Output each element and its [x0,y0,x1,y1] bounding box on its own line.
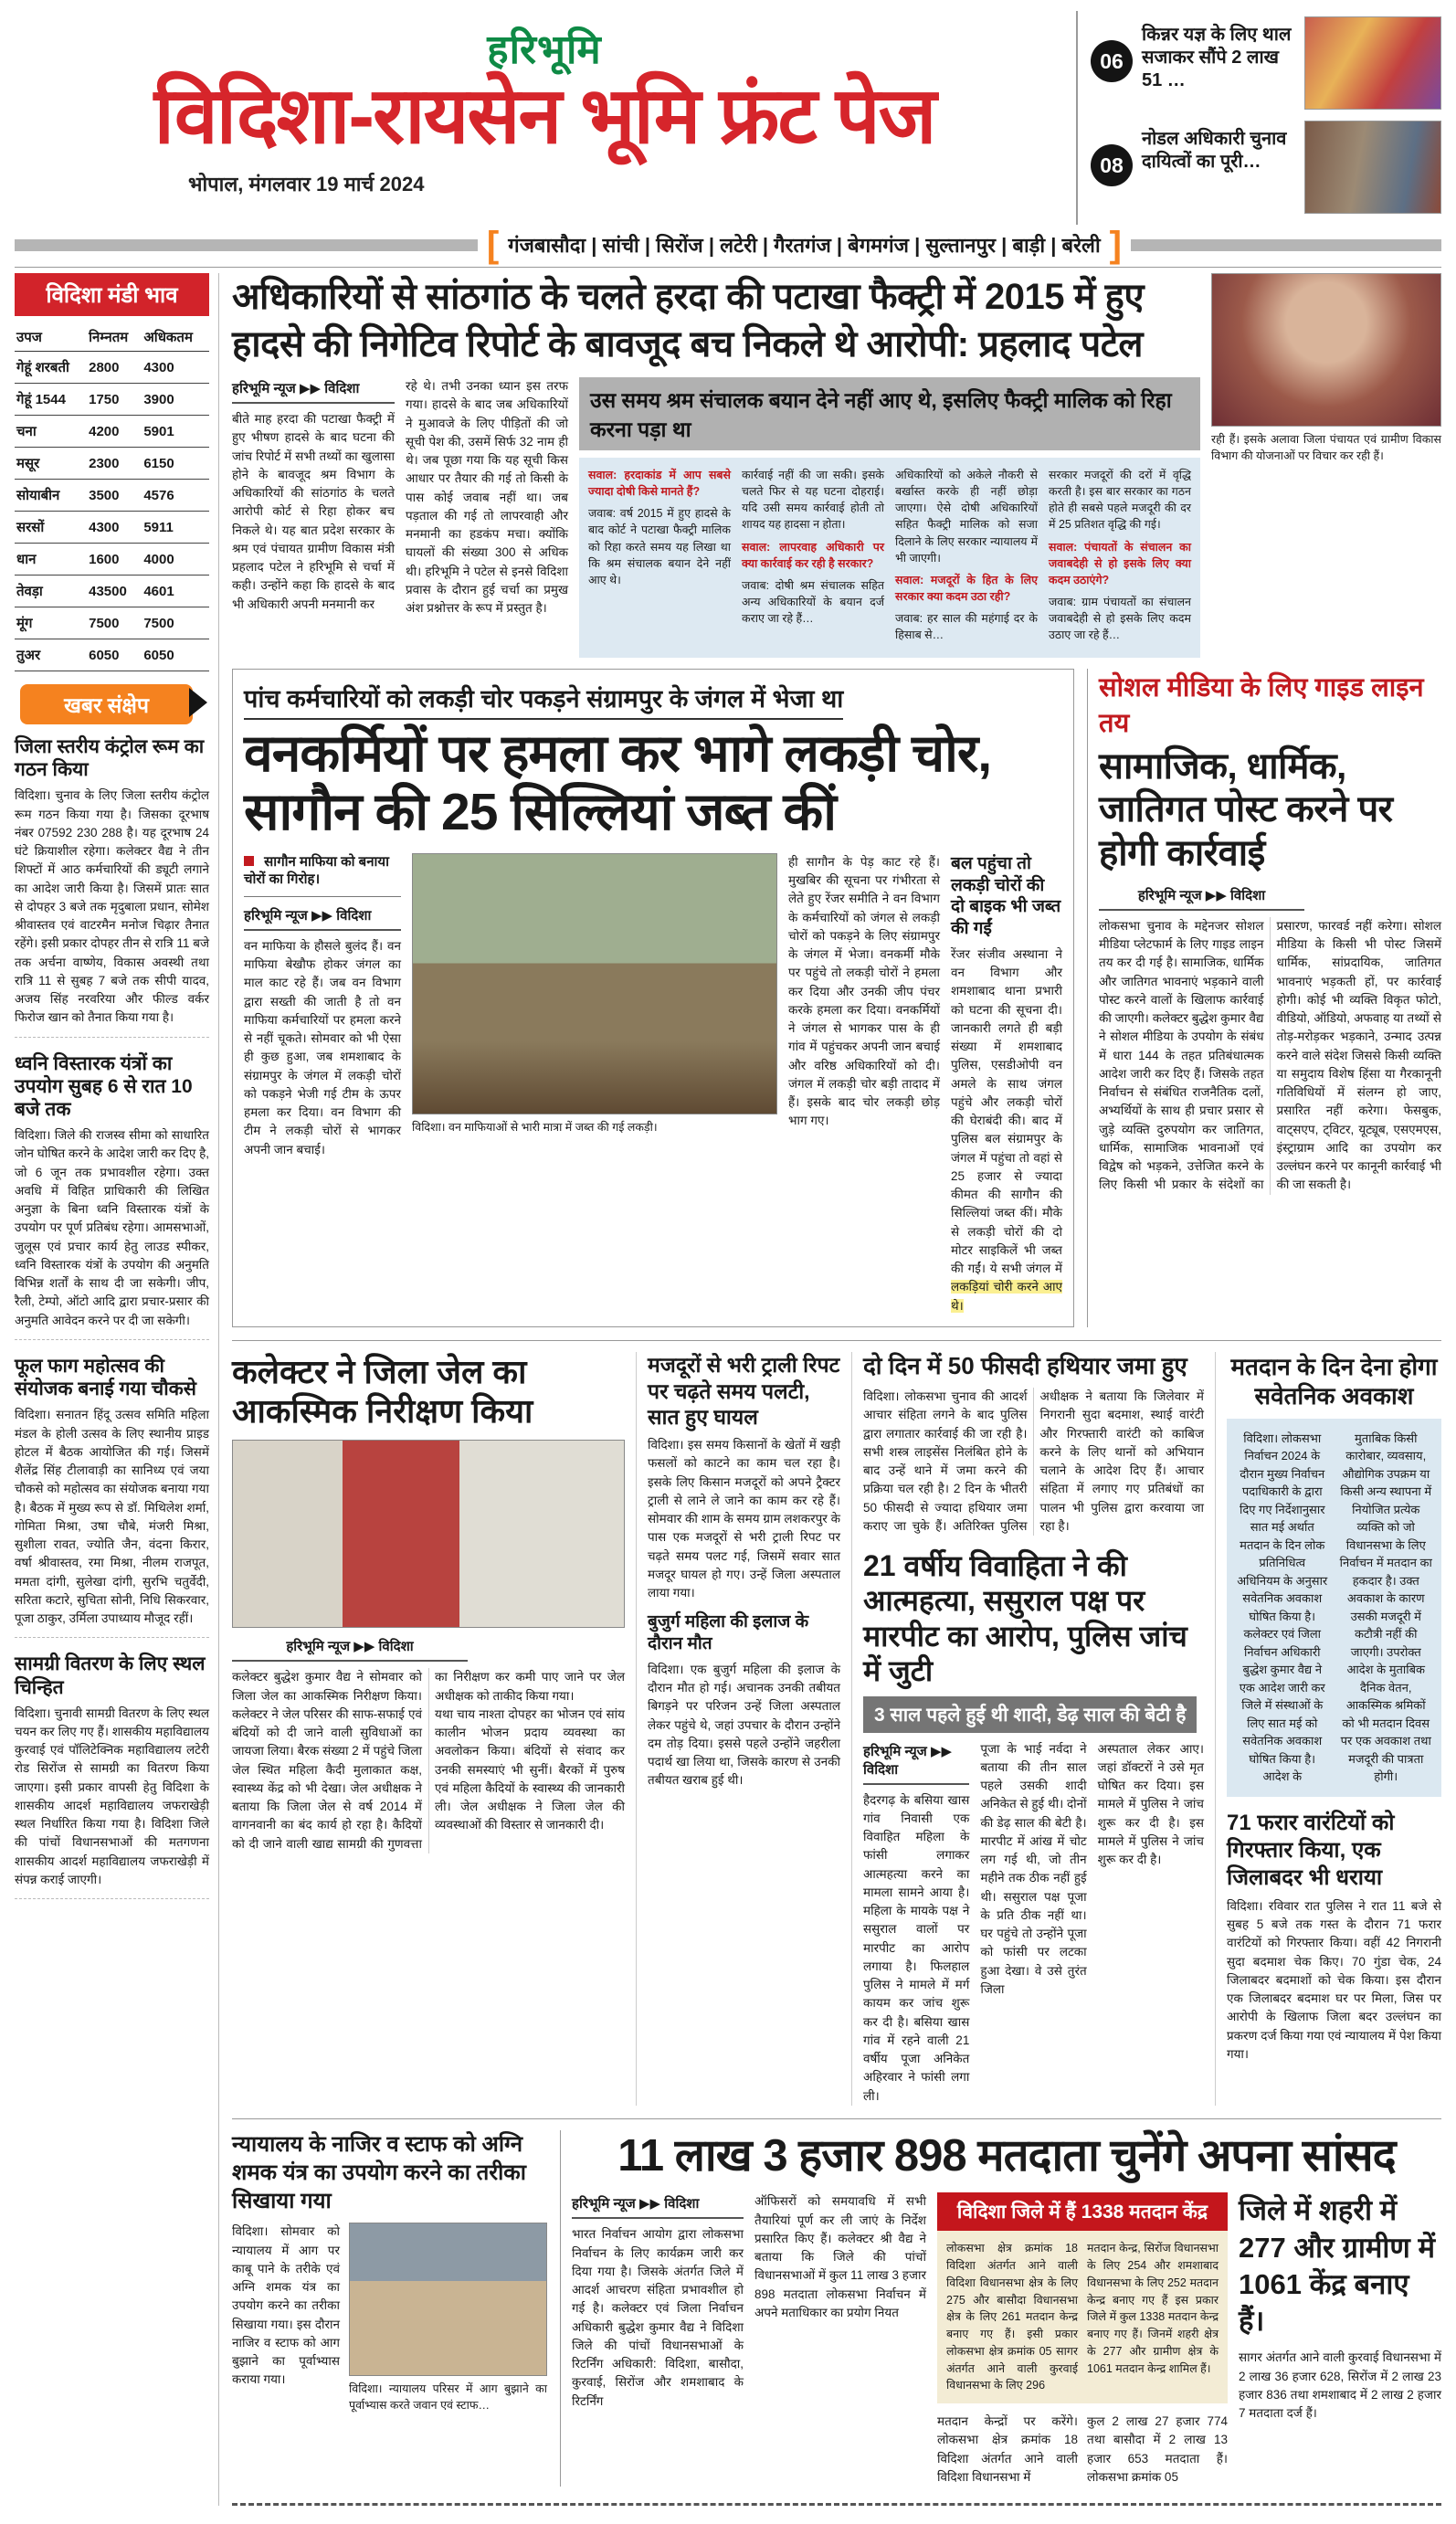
table-row: सरसों 4300 5911 [15,512,209,544]
table-row: सोयाबीन 3500 4576 [15,480,209,512]
fire-body: विदिशा। सोमवार को न्यायालय में आग पर काबू पाने के तरीके एवं अग्नि शमक यंत्र का उपयोग करने का तरीका सिखाया गया। इस दौरान नाजिर व स्टाफ को आग बुझाने का पूर्वाभ्यास कराया गया। [232,2224,340,2387]
red-square-icon [244,856,254,866]
page-number-badge: 06 [1091,40,1133,82]
weapons-and-suicide-stories [851,1352,1204,2106]
voters-right-body: सागर अंतर्गत आने वाली कुरवाई विधानसभा में 2 लाख 36 हजार 628, सिरोंज में 2 लाख 23 हजार 836 तथा शमशाबाद में 2 लाख 2 हजार 7 मतदाता दर्ज हैं। [1239,2350,1441,2421]
suicide-body-col2: पूजा के भाई नर्वदा ने बताया की तीन साल पहले उसकी शादी अनिकेत से हुई थी। दोनों की डेढ़ साल की बेटी है। मारपीट में आंख में चोट लग गई थी, जो तीन महीने तक ठीक नहीं हुई थी। ससुराल पक्ष पूजा के प्रति ठीक नहीं था। घर पहुंचे तो उन्होंने पूजा को फांसी पर लटका हुआ देखा। वे उसे तुरंत जिला [980,1741,1087,1996]
question: सवाल: मजदूरों के हित के लिए सरकार क्या कदम उठा रही? [895,573,1038,603]
newspaper-logo: हरिभूमि [487,27,602,72]
holiday-body-col1: विदिशा। लोकसभा निर्वाचन 2024 के दौरान मुख्य निर्वाचन पदाधिकारी के द्वारा दिए गए निर्देशानुसार सात मई अर्थात मतदान के दिन लोक प्रतिनिधित्व अधिनियम के अनुसार सवेतनिक अवकाश घोषित किया है। कलेक्टर एवं जिला निर्वाचन अधिकारी बुद्धेश कुमार वैद्य ने एक आदेश जारी कर जिले में संस्थाओं के लिए सात मई को सवेतनिक अवकाश घोषित किया है। आदेश के [1237,1431,1328,1784]
byline: हरिभूमि न्यूज ▶▶ विदिशा [572,2192,744,2219]
social-headline: सामाजिक, धार्मिक, जातिगत पोस्ट करने पर होगी कार्रवाई [1099,746,1393,873]
news-brief-badge: खबर संक्षेप [20,684,193,724]
highlighted-text: लकड़ियां चोरी करने आए थे। [951,1280,1062,1313]
table-row: मसूर 2300 6150 [15,448,209,480]
mandi-title: विदिशा मंडी भाव [15,273,209,316]
voters-body-col4: कुल 2 लाख 27 हजार 774 तथा बासौदा में 2 लाख 13 हजार 653 मतदाता हैं। लोकसभा क्रमांक 05 [1087,2414,1228,2484]
question: सवाल: हरदाकांड में आप सबसे ज्यादा दोषी किसे मानते हैं? [588,469,731,499]
sidebar-article-phool-fag [15,1355,209,1638]
fire-drill-story [232,2130,547,2487]
collector-headline: कलेक्टर ने जिला जेल का आकस्मिक निरीक्षण किया [232,1352,533,1431]
mandi-table [15,323,209,671]
collector-story [232,1352,625,2106]
story-kicker: पांच कर्मचारियों को लकड़ी चोर पकड़ने संग्रामपुर के जंगल में भेजा था [244,681,843,720]
voters-body-col2: ऑफिसरों को समयावधि में सभी तैयारियां पूर्ण कर ली जाएं के निर्देश प्रसारित किए हैं। कलेक्टर श्री वैद्य ने बताया कि जिले की पांचों विधानसभाओं में कुल 11 लाख 3 हजार 898 मतदाता लोकसभा निर्वाचन में अपने मताधिकार का प्रयोग नियत [754,2194,926,2319]
box-body-col2: मतदान केन्द्र, सिरोंज विधानसभा के लिए 254 और शमशाबाद विधानसभा के लिए 252 मतदान केन्द्र बनाए गए हैं इस प्रकार जिले में कुल 1338 मतदान केन्द्र बनाए गए हैं। जिनमें शहरी क्षेत्र के 277 और ग्रामीण क्षेत्र के 1061 मतदान केन्द्र शामिल हैं। [1087,2242,1219,2375]
polling-stations-box-area [937,2192,1228,2487]
table-row: चना 4200 5901 [15,416,209,448]
masthead-titles [15,11,1074,197]
col-header-min: निम्नतम [87,323,142,352]
wood-body-col1: वन माफिया के हौसले बुलंद हैं। वन माफिया बेखौफ होकर जंगल का माल काट रहे हैं। जब वन विभाग द्वारा सख्ती की जाती है तो वन माफिया कर्मचारियों पर हमला करने से नहीं चूकते। सोमवार को भी ऐसा ही कुछ हुआ, जब शमशाबाद के संग्रामपुर के जंगल में लकड़ी चोरों को पकड़ने भेजी गई टीम के ऊपर हमला कर दिया। वन विभाग की टीम ने लकड़ी चोरों से भागकर अपनी जान बचाई। [244,938,401,1156]
col-header-crop: उपज [15,323,87,352]
trolley-story [636,1352,840,2106]
bracket-left-icon: [ [486,225,500,265]
holiday-story [1227,1352,1441,1797]
answer: जवाब: हर साल की महंगाई दर के हिसाब से… [895,612,1038,642]
voters-body-col1: भारत निर्वाचन आयोग द्वारा लोकसभा निर्वाचन के लिए कार्यक्रम जारी कर दिया गया है। जिसके अंतर्गत जिले में आदर्श आचरण संहिता प्रभावशील हो गई है। कलेक्टर एवं जिला निर्वाचन अधिकारी बुद्धेश कुमार वैद्य ने विदिशा जिले की पांचों विधानसभाओं के रिटर्निंग अधिकारी: विदिशा, बासौदा, कुरवाई, सिरोंज और शमशाबाद के रिटर्निंग [572,2227,744,2408]
col-header-max: अधिकतम [142,323,209,352]
lead-headline: अधिकारियों से सांठगांठ के चलते हरदा की पटाखा फैक्ट्री में 2015 में हुए हादसे की निगेटिव रिपोर्ट के बावजूद बच निकले थे आरोपी: प्रहलाद पटेल [232,277,1145,364]
urban-rural-fact: जिले में शहरी में 277 और ग्रामीण में 1061 केंद्र बनाए हैं। [1239,2194,1435,2338]
suicide-subhead-box: 3 साल पहले हुई थी शादी, डेढ़ साल की बेटी है [863,1696,1197,1733]
question: सवाल: लापरवाह अधिकारी पर क्या कार्रवाई कर रही है सरकार? [742,540,884,570]
wood-headline: वनकर्मियों पर हमला कर भागे लकड़ी चोर, सागौन की 25 सिल्लियां जब्त कीं [244,724,992,842]
byline: हरिभूमि न्यूज ▶▶ विदिशा [232,377,395,404]
horizontal-rule [15,267,1441,268]
suicide-body-col3: अस्पताल लेकर आए। जहां डॉक्टरों ने उसे मृत घोषित कर दिया। इस मामले में पुलिस ने जांच शुरू कर दी है। इस मामले में पुलिस ने जांच शुरू कर दी है। [1097,1741,1204,1867]
collector-body-col2: यथा चाय नाश्ता दोपहर का भोजन एवं सांय कालीन भोजन प्रदाय व्यवस्था का अवलोकन किया। बंदियों से संवाद कर उनकी समस्याएं भी सुनीं। बैरकों में पुरुष एवं महिला कैदियों के स्वास्थ्य की जानकारी ली। जेल अधीक्षक ने जिला जेल की व्यवस्थाओं की विस्तार से जानकारी दी। [435,1706,625,1832]
holiday-text-box [1227,1419,1441,1797]
qa-box [579,458,1200,658]
voters-headline: 11 लाख 3 हजार 898 मतदाता चुनेंगे अपना सांसद [617,2130,1396,2181]
table-row: तुअर 6050 6050 [15,639,209,671]
interview-subhead: उस समय श्रम संचालक बयान देने नहीं आए थे, इसलिए फैक्ट्री मालिक को रिहा करना पड़ा था [579,377,1200,450]
suicide-body-col1: हैदरगढ़ के बसिया खास गांव निवासी एक विवाहित महिला के फांसी लगाकर आत्महत्या करने का मामला सामने आया है। महिला के मायके पक्ष ने ससुराल वालों पर मारपीट का आरोप लगाया है। फिलहाल पुलिस ने मामले में मर्ग कायम कर जांच शुरू कर दी है। बसिया खास गांव में रहने वाली 21 वर्षीय पूजा अनिकेत अहिरवार ने फांसी लगा ली। [863,1792,970,2103]
left-sidebar [15,273,219,2506]
photo-fire-drill [349,2223,547,2376]
suicide-story [863,1548,1204,2106]
photo-prahlad-patel [1211,273,1441,427]
divider-bar-right [1131,239,1441,251]
article-body: विदिशा। सनातन हिंदू उत्सव समिति महिला मंडल के होली उत्सव के लिए स्थानीय प्राइड होटल में बैठक आयोजित की गई। जिसमें शैलेंद्र सिंह टीलावाड़ी का सानिध्य एवं जया चौकसे को महोत्सव का संयोजक बनाया गया है। बैठक में मुख्य रूप से डॉ. मिथिलेश शर्मा, गोमिता मिश्रा, उषा चौबे, मंजरी मिश्रा, सुशीला रावत, ज्योति जैन, वंदना किरार, वर्षा श्रीवास्तव, रमा मिश्रा, नीलम राजपूत, ममता दांगी, सुलेखा दांगी, सुरभि चतुर्वेदी, सरिता कटारे, सुचिता सोनी, निधि सिकरवार, पूजा ठाकुर, उर्मिला उपाध्याय मौजूद रहीं। [15,1408,209,1626]
qa-column [1049,467,1191,649]
voters-body-col3: मतदान केन्द्रों पर करेंगे। लोकसभा क्षेत्र क्रमांक 18 विदिशा अंतर्गत आने वाली विदिशा विधानसभा में [937,2414,1078,2484]
sidebar-article-control-room [15,735,209,1038]
warrants-headline: 71 फरार वारंटियों को गिरफ्तार किया, एक जिलाबदर भी धराया [1227,1810,1395,1890]
sidebar-article-loudspeaker [15,1052,209,1340]
byline: हरिभूमि न्यूज ▶▶ विदिशा [244,904,401,931]
substory-body: विदिशा। एक बुजुर्ग महिला की इलाज के दौरान मौत हो गई। अचानक उनकी तबीयत बिगड़ने पर परिजन उन्हें जिला अस्पताल लेकर पहुंचे थे, जहां उपचार के दौरान उन्होंने दम तोड़ दिया। इससे पहले उन्होंने जहरीला पदार्थ खा लिया था, जिसके कारण से उनकी तबीयत खराब हुई थी। [648,1662,840,1788]
photo-caption: रही हैं। इसके अलावा जिला पंचायत एवं ग्रामीण विकास विभाग की योजनाओं पर विचार कर रही हैं। [1211,433,1441,462]
social-body: लोकसभा चुनाव के मद्देनजर सोशल मीडिया प्लेटफार्म के लिए गाइड लाइन तय कर दी गई है। सामाजिक, धार्मिक और जातिगत भावनाएं भड़काने वाली पोस्ट करने वालों के खिलाफ कार्रवाई की जाएगी। कलेक्टर बुद्धेश कुमार वैद्य ने सोशल मीडिया के उपयोग के संबंध में धारा 144 के तहत प्रतिबंधात्मक आदेश जारी कर दिए हैं। जिसके तहत निर्वाचन से संबंधित राजनैतिक दलों, अभ्यर्थियों के साथ ही प्रचार प्रसार से जुड़े व्यक्ति दुरुपयोग कर जातिगत, धार्मिक, सामाजिक भावनाओं एवं विद्वेष को भड़कने, उत्तेजित करने के लिए किसी भी प्रकार के संदेशों का प्रसारण, फारवर्ड नहीं करेगा। सोशल मीडिया के किसी भी पोस्ट जिसमें धार्मिक, सांप्रदायिक, जातिगत भावनाएं भड़कती हों, पर कार्रवाई होगी। कोई भी व्यक्ति विकृत फोटो, वीडियो, ऑडियो, अफवाह या तथ्यों से तोड़-मरोड़कर भड़काने, उन्माद उत्पन्न करने वाले संदेश जिससे किसी व्यक्ति या समुदाय विशेष हिंसा या गैरकानूनी गतिविधियों में संलग्न हो जाए, प्रसारित नहीं करेगा। फेसबुक, वाट्सएप, ट्विटर, यूट्यूब, एसएमएस, इंस्ट्राग्राम आदि का उपयोग कर उल्लंघन करने पर कानूनी कार्रवाई भी की जा सकती है। [1099,918,1441,1192]
bullet-point: सागौन माफिया को बनाया चोरों का गिरोह। [244,853,401,897]
article-title: सामग्री वितरण के लिए स्थल चिन्हित [15,1653,206,1698]
qa-column [742,467,884,649]
bottom-divider [232,2503,1441,2506]
page-number-badge: 08 [1091,144,1133,186]
masthead [15,11,1441,225]
answer: जवाब: वर्ष 2015 में हुए हादसे के बाद कोर्ट ने पटाखा फैक्ट्री मालिक को रिहा करते समय यह लिखा था कि श्रम संचालक बयान देने नहीं आए थे। [588,507,731,586]
article-title: जिला स्तरीय कंट्रोल रूम का गठन किया [15,736,205,781]
lead-intro-col2: रहे थे। तभी उनका ध्यान इस तरफ गया। हादसे के बाद जब अधिकारियों ने मुआवजे के लिए पीड़ितों की जो सूची पेश की, उसमें सिर्फ 32 नाम ही थे। जब पूछा गया कि यह सूची किस आधार पर तैयार की गई तो किसी के पास कोई जवाब नहीं था। जब पड़ताल की गई तो लापरवाही और मनमानी का हडकंप मचा। क्योंकि घायलों की संख्या 300 से अधिक थी। हरिभूमि ने पटेल से इनसे विदिशा प्रवास के दौरान हुई चर्चा का प्रमुख अंश प्रश्नोत्तर के रूप में प्रस्तुत है। [406,379,568,615]
main-column [232,273,1441,2506]
social-media-story [1087,669,1441,1327]
answer: कार्रवाई नहीं की जा सकी। इसके चलते फिर से यह घटना दोहराई। यदि उसी समय कार्रवाई होती तो शायद यह हादसा न होता। [742,469,884,532]
badge-fold-icon [189,688,207,717]
brief-item [1091,121,1441,214]
byline: हरिभूमि न्यूज ▶▶ विदिशा [1099,884,1304,911]
qa-column [895,467,1038,649]
holiday-headline: मतदान के दिन देना होगा सवेतनिक अवकाश [1230,1352,1438,1410]
cities-bar [15,225,1441,265]
table-row: मूंग 7500 7500 [15,607,209,639]
weapons-headline: दो दिन में 50 फीसदी हथियार जमा हुए [863,1351,1187,1379]
sidebar-article-material-distribution [15,1653,209,1899]
voters-story [560,2130,1441,2487]
interview-block [579,377,1200,658]
photo-caption: विदिशा। वन माफियाओं से भारी मात्रा में जब्त की गई लकड़ी। [412,1120,658,1134]
collector-body-col1: कलेक्टर बुद्धेश कुमार वैद्य ने सोमवार को जिला जेल का आकस्मिक निरीक्षण किया। कलेक्टर ने जेल परिसर की साफ-सफाई एवं बंदियों को दी जाने वाली सुविधाओं का जायजा लिया। बैरक संख्या 2 में पहुंचे जिला जेल स्थित महिला कैदी मुलाकात कक्ष, स्वास्थ्य केंद्र को भी देखा। जेल अधीक्षक ने बताया कि जिला जेल से वर्ष 2014 में वागनवानी का बंद कार्य हो रहा है। कैदियों को दी जाने वाली खाद्य सामग्री की गुणवत्ता का निरीक्षण कर कमी पाए जाने पर जेल अधीक्षक को ताकीद किया गया। [232,1670,625,1851]
question: सवाल: पंचायतों के संचालन का जवाबदेही से हो इसके लिए क्या कदम उठाएंगे? [1049,540,1191,586]
bracket-right-icon: ] [1109,225,1122,265]
wood-body-col2: ही सागौन के पेड़ काट रहे हैं। मुखबिर की सूचना पर गंभीरता से लेते हुए रेंजर समीति ने वन विभाग के कर्मचारियों को जंगल से लकड़ी चोरों को पकड़ने के लिए संग्रामपुर के जंगल में भेजा। वनकर्मी मौके पर पहुंचे तो लकड़ी चोरों ने हमला कर दिया और उनकी जीप पंचर करके हमला कर दिया। वनकर्मियों ने जंगल से भागकर पास के ही गांव में पहुंचकर अपनी जान बचाई और वरिष्ठ अधिकारियों को दी। जंगल में लकड़ी चोर बड़ी तादाद में हैं। इसके बाद चोर लकड़ी छोड़ भाग गए। [788,854,940,1128]
fire-headline: न्यायालय के नाजिर व स्टाफ को अग्नि शमक यंत्र का उपयोग करने का तरीका सिखाया गया [232,2131,526,2214]
answer: अधिकारियों को अकेले नौकरी से बर्खास्त करके ही नहीं छोड़ा जाएगा। ऐसे दोषी अधिकारियों सहित फैक्ट्री मालिक को सजा दिलाने के लिए सरकार न्यायालय में भी जाएगी। [895,469,1038,565]
photo-jail-inspection [232,1440,625,1628]
substory-headline: बुजुर्ग महिला की इलाज के दौरान मौत [648,1612,809,1654]
lead-story [232,273,1441,658]
warrants-body: विदिशा। रविवार रात पुलिस ने रात 11 बजे से सुबह 5 बजे तक गस्त के दौरान 71 फरार वारंटियों को गिरफ्तार किया। वहीं 42 निगरानी सुदा बदमाश चेक किए। 70 गुंडा चेक, 24 जिलाबदर बदमाशों को चेक किया। इस दौरान एक जिलाबदर बदमाश घर पर मिला, जिस पर आरोपी के खिलाफ जिला बदर उल्लंघन का प्रकरण दर्ज किया गया एवं न्यायालय में पेश किया गया। [1227,1898,1441,2061]
substory-headline: बल पहुंचा तो लकड़ी चोरों की दो बाइक भी जब्त की गईं [951,853,1061,939]
brief-headline: नोडल अधिकारी चुनाव दायित्वों का पूरी… [1142,129,1287,172]
story-kicker: सोशल मीडिया के लिए गाइड लाइन तय [1099,673,1424,739]
wood-body-col3: रेंजर संजीव अस्थाना ने वन विभाग और शमशाबाद थाना प्रभारी को घटना की सूचना दी। जानकारी लगते ही बड़ी संख्या में शमशाबाद पुलिस, एसडीओपी वन अमले के साथ जंगल पहुंचे और लकड़ी चोरों की घेराबंदी की। बाद में पुलिस बल संग्रामपुर के जंगल में पहुंचा तो वहां से 25 हजार से ज्यादा कीमत की सागौन की सिल्लियां जब्त कीं। मौके से लकड़ी चोरों की दो मोटर साइकिलें भी जब्त की गईं। ये सभी जंगल में लकड़ियां चोरी करने आए थे। [951,946,1062,1313]
byline: हरिभूमि न्यूज ▶▶ विदिशा [863,1740,969,1785]
cities-list: गंजबासौदा | सांची | सिरोंज | लटेरी | गैरतगंज | बेगमगंज | सुल्तानपुर | बाड़ी | बरेली [508,234,1101,257]
table-row: गेहूं शरबती 2800 4300 [15,352,209,384]
mandi-rates-box [15,273,209,671]
table-row: धान 1600 4000 [15,544,209,576]
byline: हरिभूमि न्यूज ▶▶ विदिशा [232,1635,468,1662]
page-briefs [1076,11,1441,225]
suicide-headline: 21 वर्षीय विवाहिता ने की आत्महत्या, ससुराल पक्ष पर मारपीट का आरोप, पुलिस जांच में जुटी [863,1549,1187,1688]
trolley-body: विदिशा। इस समय किसानों के खेतों में खड़ी फसलों को काटने का काम चल रहा है। इसके लिए किसान मजदूरों को अपने ट्रैक्टर ट्राली से लाने ले जाने का काम कर रहे हैं। सोमवार की शाम के समय ग्राम लशकरपुर के पास एक मजदूरों से भरी ट्राली रिपट पर चढ़ते समय पलट गई, जिसमें सवार सात मजदूर घायल हो गए। उन्हें जिला अस्पताल लाया गया। [648,1438,840,1600]
wood-theft-story [232,669,1074,1327]
edition-title: विदिशा-रायसेन भूमि फ्रंट पेज [153,72,935,160]
holiday-body-col2: मुताबिक किसी कारोबार, व्यवसाय, औद्योगिक उपक्रम या किसी अन्य स्थापना में नियोजित प्रत्येक व्यक्ति को जो विधानसभा के लिए निर्वाचन में मतदान का हकदार है। उक्त अवकाश के कारण उसकी मजदूरी में कटौत्री नहीं की जाएगी। उपरोक्त आदेश के मुताबिक दैनिक वेतन, आकस्मिक श्रमिकों को भी मतदान दिवस पर एक अवकाश तथा मजदूरी की पात्रता होगी। [1339,1431,1432,1784]
answer: सरकार मजदूरों की दरों में वृद्धि करती है। इस बार सरकार का गठन होते ही सबसे पहले मजदूरी की दर में 25 प्रतिशत वृद्धि की गई। [1049,469,1191,532]
answer: जवाब: दोषी श्रम संचालक सहित अन्य अधिकारियों के बयान दर्ज कराए जा रहे हैं… [742,578,884,625]
trolley-headline: मजदूरों से भरी ट्राली रिपट पर चढ़ते समय पलटी, सात हुए घायल [648,1352,840,1430]
weapons-story [863,1352,1204,1536]
brief-photo-meeting [1304,121,1441,214]
holiday-and-warrants-stories [1215,1352,1441,2106]
brief-photo-yagna [1304,16,1441,110]
box-body-col1: लोकसभा क्षेत्र क्रमांक 18 विदिशा अंतर्गत आने वाली विदिशा विधानसभा क्षेत्र के लिए 275 और बासौदा विधानसभा क्षेत्र के लिए 261 मतदान केन्द्र बनाए गए हैं। इसी प्रकार लोकसभा क्षेत्र क्रमांक 05 सागर अंतर्गत आने वाली कुरवाई विधानसभा के लिए 296 [946,2242,1078,2392]
weapons-body: विदिशा। लोकसभा चुनाव की आदर्श आचार संहिता लगने के बाद पुलिस द्वारा लगातार कार्रवाई की जा रही है। सभी शस्त्र लाइसेंस निलंबित होने के बाद उन्हें थाने में जमा करने की प्रक्रिया चल रही है। 2 दिन के भीतरी 50 फीसदी से ज्यादा हथियार जमा कराए जा चुके हैं। अतिरिक्त पुलिस अधीक्षक ने बताया कि जिलेवार में निगरानी सुदा बदमाश, स्थाई वारंटी और गिरफ्तारी वारंटी को काबिज करने के लिए थानों को अभियान चलाने के आदेश दिए हैं। आचार संहिता में लगाए गए प्रतिबंधों का पालन भी पुलिस द्वारा करवाया जा रहा है। [863,1389,1204,1533]
answer: जवाब: ग्राम पंचायतों का संचालन जवाबदेही से हो इसके लिए कदम उठाए जा रहे हैं… [1049,595,1191,642]
photo-caption: विदिशा। न्यायालय परिसर में आग बुझाने का पूर्वाभ्यास करते जवान एवं स्टाफ… [349,2382,547,2412]
polling-stations-box-title: विदिशा जिले में हैं 1338 मतदान केंद्र [937,2192,1228,2231]
warrants-story [1227,1810,1441,2064]
brief-headline: किन्नर यज्ञ के लिए थाल सजाकर सौंपे 2 लाख 51 … [1142,25,1292,90]
article-body: विदिशा। चुनाव के लिए जिला स्तरीय कंट्रोल रूम गठन किया गया है। जिसका दूरभाष नंबर 07592 230 288 है। यह दूरभाष 24 घंटे क्रियाशील रहेगा। कलेक्टर वैद्य ने तीन शिफ्टों में आठ कर्मचारियों की ड्यूटी लगाने का आदेश जारी किया है। जिसमें प्रातः सात से दोपहर 3 बजे तक मृदुबाला प्रधान, सोमेश श्रीवास्तव एवं वाटरमैन मनोज चिढ़ार तैनात रहेंगे। इसी प्रकार दोपहर तीन से रात्रि 11 बजे तक अर्चना वाष्णेय, विकास अवस्थी तथा रात्रि 11 से सुबह 7 बजे तक सीपी यादव, अजय सिंह नरवरिया और फील्ड वर्कर फिरोज खान को तैनात किया गया है। [15,788,209,1025]
dateline: भोपाल, मंगलवार 19 मार्च 2024 [188,173,425,196]
qa-column [588,467,731,649]
table-row: तेवड़ा 43500 4601 [15,576,209,607]
brief-item [1091,16,1441,110]
article-body: विदिशा। जिले की राजस्व सीमा को साधारित जोन घोषित करने के आदेश जारी कर दिए है, जो 6 जून तक प्रभावशील रहेगा। उक्त अवधि में विहित प्राधिकारी की लिखित अनुज्ञा के बिना ध्वनि विस्तारक यंत्रों के उपयोग पर पूर्ण प्रतिबंध रहेगा। आमसभाओं, जुलूस एवं प्रचार कार्य हेतु लाउड स्पीकर, ध्वनि विस्तारक यंत्रों के उपयोग की अनुमति विभिन्न शर्तों के साथ दी जा सकेगी। जीप, रैली, टेम्पो, ऑटो आदि द्वारा प्रचार-प्रसार की अनुमति आवेदन करने पर दी जा सकेगी। [15,1128,209,1327]
photo-seized-wood [412,853,777,1114]
article-body: विदिशा। चुनावी सामग्री वितरण के लिए स्थल चयन कर लिए गए हैं। शासकीय महाविद्यालय कुरवाई एवं पॉलिटेक्निक महाविद्यालय लटेरी रोड सिरोंज से सामग्री का वितरण किया जाएगा। इसी प्रकार वापसी हेतु विदिशा के शासकीय आदर्श महाविद्यालय जफराखेड़ी स्थल निर्धारित किया गया है। विदिशा जिले की पांचों विधानसभाओं की मतगणना शासकीय आदर्श महाविद्यालय जफराखेड़ी में संपन्न कराई जाएगी। [15,1706,209,1886]
article-title: ध्वनि विस्तारक यंत्रों का उपयोग सुबह 6 से रात 10 बजे तक [15,1052,193,1120]
polling-stations-box-body [937,2231,1228,2403]
lead-intro-col1: बीते माह हरदा की पटाखा फैक्ट्री में हुए भीषण हादसे के बाद घटना की जांच रिपोर्ट में सभी तथ्यों का खुलासा होने के बावजूद श्रम विभाग के अधिकारियों की सांठगांठ के चलते आरोपी कोर्ट से रिहा होकर बच निकले थे। यह बात प्रदेश सरकार के श्रम एवं पंचायत ग्रामीण विकास मंत्री प्रहलाद पटेल ने हरिभूमि से चर्चा में कही। उन्होंने कहा कि हादसे के बाद भी अधिकारी अपनी मनमानी कर [232,412,395,611]
divider-bar-left [15,239,478,251]
article-title: फूल फाग महोत्सव की संयोजक बनाई गया चौकसे [15,1355,196,1400]
table-row: गेहूं 1544 1750 3900 [15,384,209,416]
